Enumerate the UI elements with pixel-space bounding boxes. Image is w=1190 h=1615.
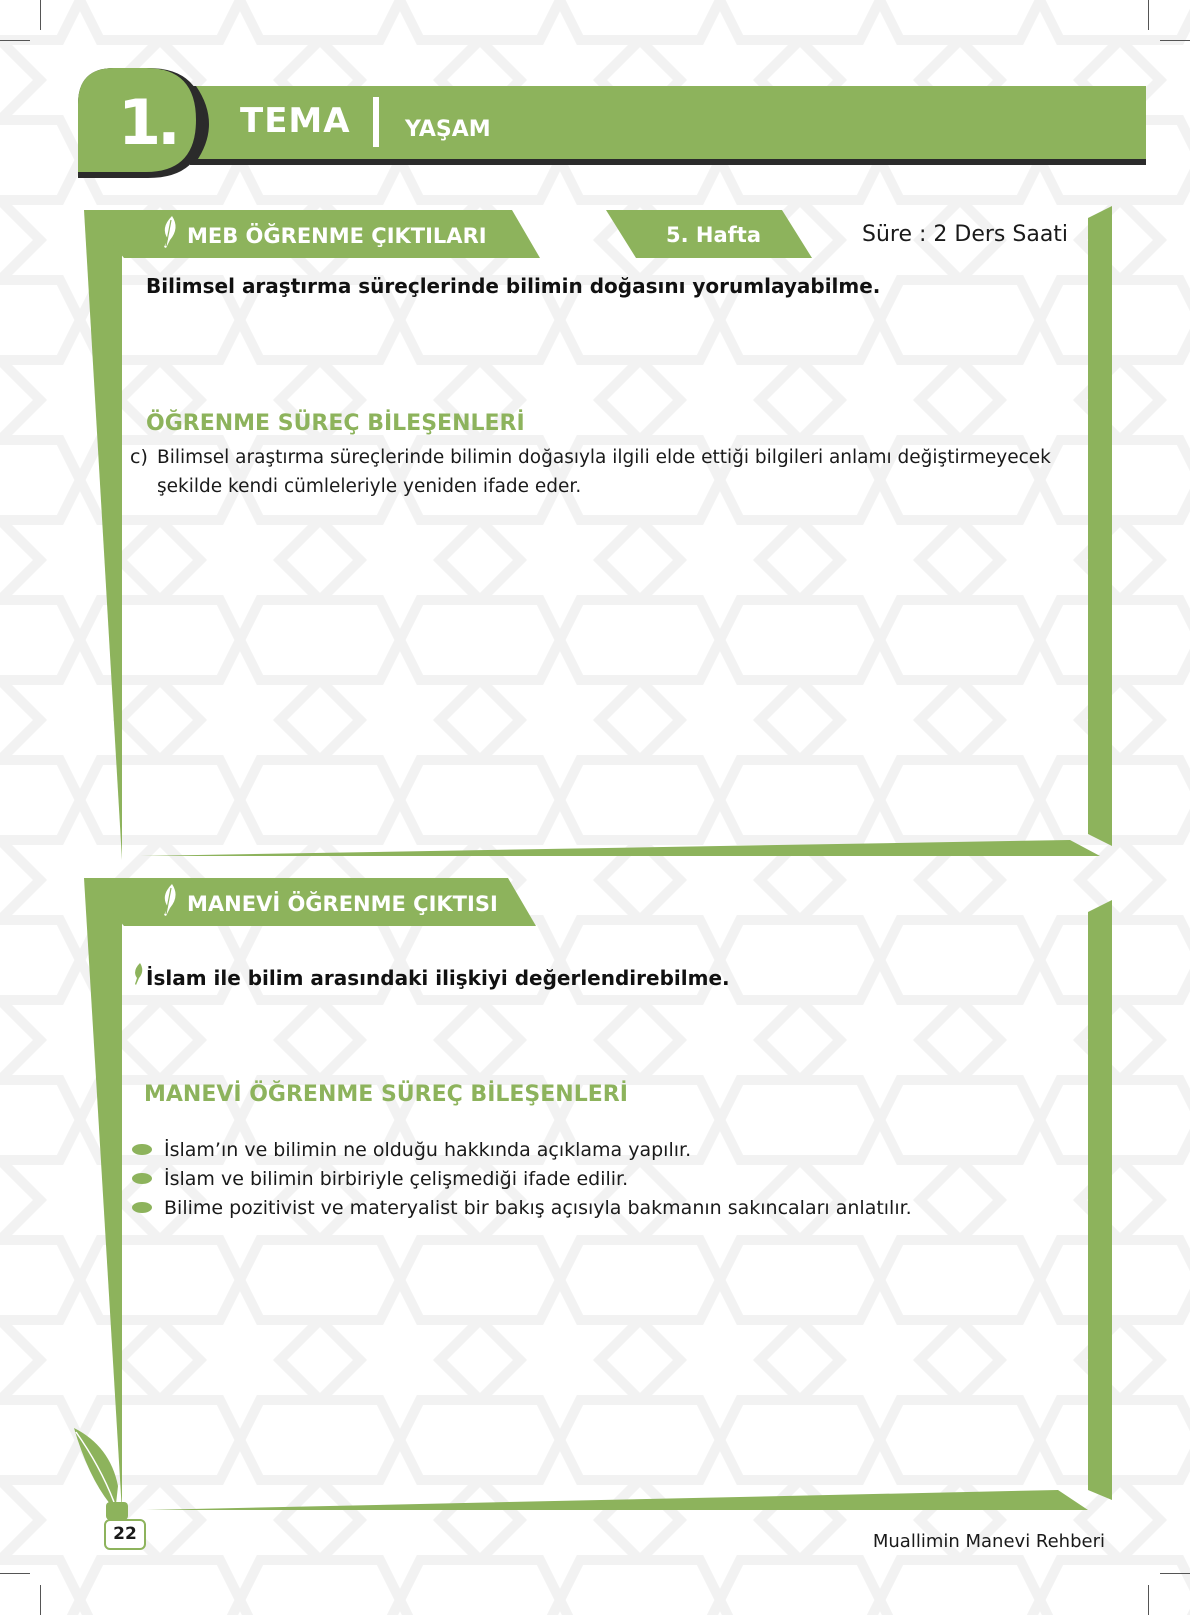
process-item-line1: Bilimsel araştırma süreçlerinde bilimin doğasıyla ilgili elde ettiği bilgileri anlamı değiştirmeyecek [157,447,1051,468]
duration-label: Süre : 2 Ders Saati [862,222,1069,247]
list-item-text: Bilime pozitivist ve materyalist bir bakış açısıyla bakmanın sakıncaları anlatılır. [164,1196,912,1219]
week-label: 5. Hafta [666,223,761,247]
bullet-icon [132,1202,152,1213]
section2-tab-title: MANEVİ ÖĞRENME ÇIKTISI [187,892,498,916]
process-item-marker: c) [130,446,148,468]
theme-name: YAŞAM [405,117,491,142]
manevi-outcome: İslam ile bilim arasındaki ilişkiyi değerlendirebilme. [146,966,730,990]
book-title: Muallimin Manevi Rehberi [872,1531,1105,1552]
process-title: ÖĞRENME SÜREÇ BİLEŞENLERİ [146,411,525,436]
list-item-text: İslam ve bilimin birbiriyle çelişmediği ifade edilir. [164,1167,629,1190]
section1-tab-title: MEB ÖĞRENME ÇIKTILARI [187,224,487,248]
feather-icon [158,214,180,250]
meb-outcome: Bilimsel araştırma süreçlerinde bilimin doğasını yorumlayabilme. [146,274,881,298]
feather-icon [158,882,180,918]
bullet-icon [132,1144,152,1155]
theme-number: 1. [118,86,177,159]
manevi-process-title: MANEVİ ÖĞRENME SÜREÇ BİLEŞENLERİ [144,1082,628,1107]
process-item-line2: şekilde kendi cümleleriyle yeniden ifade eder. [157,476,582,497]
page-number: 22 [104,1519,146,1550]
theme-label: TEMA [240,101,351,141]
bullet-icon [132,1173,152,1184]
list-item-text: İslam’ın ve bilimin ne olduğu hakkında açıklama yapılır. [164,1138,692,1161]
list-item [132,1135,691,1164]
list-item [132,1164,628,1193]
list-item [132,1193,912,1222]
feather-icon [132,962,144,986]
quill-inkpot-icon [66,1426,156,1526]
